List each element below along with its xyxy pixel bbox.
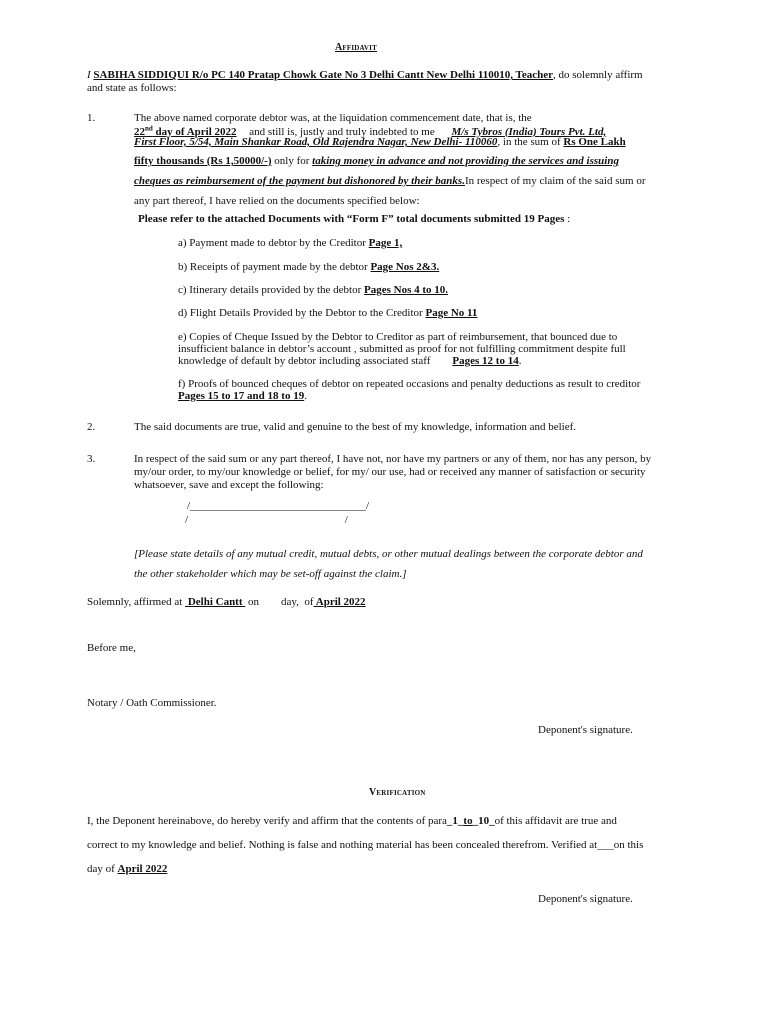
para-1-line-4 (134, 155, 619, 168)
creditor-name: M/s Tybros (India) Tours Pvt. Ltd, (451, 125, 607, 138)
sum-amount-1: Rs One Lakh (563, 136, 626, 148)
item-b: b) Receipts of payment made by the debtor Page Nos 2&3. (178, 261, 440, 273)
affirm-month: April 2022 (313, 596, 366, 608)
creditor-address: First Floor, 5/54, Main Shankar Road, Old Rajendra Nagar, New Delhi- 110060 (134, 136, 498, 148)
verification-line-1: I, the Deponent hereinabove, do hereby verify and affirm that the contents of para_1_to_10_of this affidavit are true and (87, 815, 617, 827)
deponent-name-address: SABIHA SIDDIQUI R/o PC 140 Pratap Chowk Gate No 3 Delhi Cantt New Delhi 110010, Teacher (93, 69, 553, 81)
note-line-2: the other stakeholder which may be set-off against the claim.] (134, 568, 407, 580)
deponent-signature-1: Deponent's signature. (538, 724, 633, 736)
reason-2: cheques as reimbursement of the payment but dishonored by their banks. (134, 175, 465, 187)
item-a-page: Page 1, (368, 237, 403, 249)
item-e-line-1: e) Copies of Cheque Issued by the Debtor to Creditor as part of reimbursement, that bounced due to (178, 331, 618, 343)
item-b-page: Page Nos 2&3. (370, 261, 440, 273)
item-d: d) Flight Details Provided by the Debtor to the Creditor Page No 11 (178, 307, 478, 319)
sum-prefix: , in the sum of (497, 136, 561, 148)
para-to: _10_ (472, 815, 495, 827)
documents-reference: Please refer to the attached Documents with “Form F” total documents submitted 19 Pages : (138, 213, 571, 225)
para-1-number: 1. (87, 112, 96, 124)
item-f-page: Pages 15 to 17 and 18 to 19 (178, 390, 305, 402)
intro-prefix: I (87, 69, 94, 81)
verified-at-blank: ___ (597, 839, 614, 851)
only-for: only for (271, 155, 313, 167)
verification-line-3: day of April 2022 (87, 863, 168, 875)
verification-date: April 2022 (117, 863, 168, 875)
affirm-place: Delhi Cantt (185, 596, 246, 608)
before-me: Before me, (87, 642, 136, 654)
para-1-line-1: The above named corporate debtor was, at the liquidation commencement date, that is, the (134, 112, 532, 124)
item-e-line-2: insufficient balance in debtor’s account , submitted as proof for not fulfilling commitment despite full (178, 343, 626, 355)
item-d-page: Page No 11 (425, 307, 478, 319)
para-3-line-3: whatsoever, save and except the following: (134, 479, 324, 491)
indebted-text: and still is, justly and truly indebted to me (249, 125, 435, 138)
item-f-line-2: Pages 15 to 17 and 18 to 19. (178, 390, 307, 402)
sum-amount-2: fifty thousands (Rs 1,50000/-) (134, 155, 272, 167)
para-3-line-1: In respect of the said sum or any part thereof, I have not, nor have my partners or any of them, nor has any person, by (134, 453, 652, 465)
verification-line-2: correct to my knowledge and belief. Nothing is false and nothing material has been concealed therefrom. Verified at___on this (87, 839, 644, 851)
item-f-line-1: f) Proofs of bounced cheques of debtor on repeated occasions and penalty deductions as result to creditor (178, 378, 641, 390)
intro-line-1 (87, 69, 643, 82)
intro-line-2: and state as follows: (87, 82, 177, 94)
verification-title: Verification (369, 787, 426, 798)
deponent-signature-2: Deponent's signature. (538, 893, 633, 905)
intro-suffix: , do solemnly affirm (553, 69, 643, 81)
item-e-page: Pages 12 to 14 (452, 355, 519, 367)
exception-blank-2: / / (185, 514, 348, 526)
respect-text: In respect of my claim of the said sum or (464, 175, 646, 187)
document-title: Affidavit (335, 42, 377, 53)
para-2-text: The said documents are true, valid and genuine to the best of my knowledge, information and belief. (134, 421, 577, 433)
note-line-1: [Please state details of any mutual credit, mutual debts, or other mutual dealings between the corporate debtor and (134, 548, 643, 560)
para-3-number: 3. (87, 453, 96, 465)
notary-label: Notary / Oath Commissioner. (87, 697, 217, 709)
solemnly-affirmed-line: Solemnly, affirmed at Delhi Cantt on day, of April 2022 (87, 596, 366, 608)
date-day: 22nd day of April 2022 (134, 124, 237, 138)
para-to-word: to (463, 815, 473, 827)
item-c: c) Itinerary details provided by the debtor Pages Nos 4 to 10. (178, 284, 449, 296)
item-c-page: Pages Nos 4 to 10. (364, 284, 449, 296)
item-e-line-3: knowledge of default by debtor including associated staff Pages 12 to 14. (178, 355, 522, 367)
exception-blank-1: /________________________________/ (187, 500, 370, 512)
para-1-line-5 (134, 175, 646, 188)
item-a: a) Payment made to debtor by the Creditor Page 1, (178, 237, 403, 249)
para-1-line-6: any part thereof, I have relied on the documents specified below: (134, 195, 420, 207)
reason-1: taking money in advance and not providing the services and issuing (312, 155, 619, 167)
para-from: _1_ (446, 815, 464, 827)
para-2-number: 2. (87, 421, 96, 433)
para-1-line-3 (134, 136, 626, 149)
para-3-line-2: my/our order, to my/our knowledge or belief, for my/ our use, had or received any manner of satisfaction or security (134, 466, 646, 478)
